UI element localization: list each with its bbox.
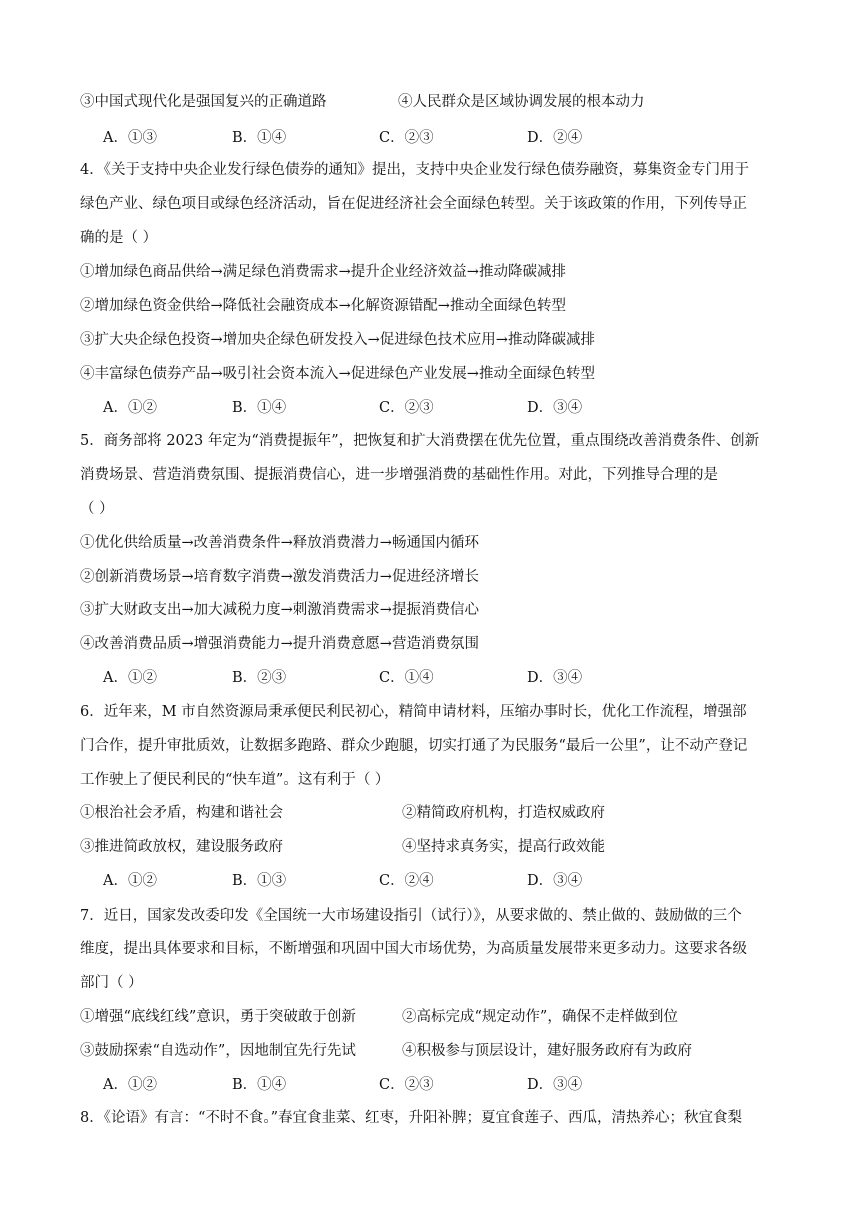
q3-statement-pair-2 (80, 92, 780, 112)
q5-stem-line-3: （ ） (80, 501, 114, 517)
q6-statement-3: ③推进简政放权，建设服务政府 (80, 839, 283, 855)
q4-option-d[interactable]: D．③④ (527, 400, 583, 416)
q6-statement-1: ①根治社会矛盾，构建和谐社会 (80, 805, 283, 821)
q6-stem-line-2: 门合作，提升审批质效，让数据多跑路、群众少跑腿，切实打通了为民服务“最后一公里”，让不动产登记 (80, 738, 748, 754)
q4-statement-1: ①增加绿色商品供给→满足绿色消费需求→提升企业经济效益→推动降碳减排 (80, 264, 566, 280)
q6-option-d[interactable]: D．③④ (527, 873, 583, 889)
q6-statement-4: ④坚持求真务实，提高行政效能 (402, 839, 605, 855)
q7-statement-3: ③鼓励探索“自选动作”，因地制宜先行先试 (80, 1043, 356, 1059)
q4-statement-3: ③扩大央企绿色投资→增加央企绿色研发投入→促进绿色技术应用→推动降碳减排 (80, 332, 595, 348)
q6-stem-line-3: 工作驶上了便民利民的“快车道”。这有利于（ ） (80, 772, 390, 788)
q5-option-c[interactable]: C．①④ (379, 670, 434, 686)
q4-stem-line-2: 绿色产业、绿色项目或绿色经济活动，旨在促进经济社会全面绿色转型。关于该政策的作用，下列传导正 (80, 196, 747, 212)
q7-statement-2: ②高标完成“规定动作”，确保不走样做到位 (402, 1009, 678, 1025)
q7-stem-line-2: 维度，提出具体要求和目标，不断增强和巩固中国大市场优势，为高质量发展带来更多动力。这要求各级 (80, 941, 747, 957)
q5-stem-line-2: 消费场景、营造消费氛围、提振消费信心，进一步增强消费的基础性作用。对此，下列推导合理的是 (80, 467, 718, 483)
q7-statement-pair-2 (80, 1041, 780, 1061)
q6-stem-line-1: 6．近年来，M 市自然资源局秉承便民利民初心，精简申请材料，压缩办事时长，优化工作流程，增强部 (80, 704, 747, 720)
q3-statement-4: ④人民群众是区域协调发展的根本动力 (398, 94, 645, 110)
q6-statement-pair-1 (80, 803, 780, 823)
q7-statement-pair-1 (80, 1007, 780, 1027)
q7-option-d[interactable]: D．③④ (527, 1077, 583, 1093)
q7-statement-4: ④积极参与顶层设计，建好服务政府有为政府 (402, 1043, 692, 1059)
q3-option-a[interactable]: A．①③ (103, 130, 157, 146)
q6-statement-2: ②精简政府机构，打造权威政府 (402, 805, 605, 821)
q7-option-a[interactable]: A．①② (103, 1077, 157, 1093)
q7-statement-1: ①增强“底线红线”意识，勇于突破敢于创新 (80, 1009, 356, 1025)
q6-statement-pair-2 (80, 837, 780, 857)
q5-stem-line-1: 5．商务部将 2023 年定为“消费提振年”，把恢复和扩大消费摆在优先位置，重点围绕改善消费条件、创新 (80, 433, 760, 449)
q6-option-a[interactable]: A．①② (103, 873, 157, 889)
q3-option-b[interactable]: B．①④ (232, 130, 287, 146)
q3-option-d[interactable]: D．②④ (527, 130, 583, 146)
q5-option-d[interactable]: D．③④ (527, 670, 583, 686)
q4-option-b[interactable]: B．①④ (232, 400, 287, 416)
q7-stem-line-1: 7．近日，国家发改委印发《全国统一大市场建设指引（试行）》，从要求做的、禁止做的、鼓励做的三个 (80, 908, 742, 924)
q7-stem-line-3: 部门（ ） (80, 975, 143, 991)
q5-statement-2: ②创新消费场景→培育数字消费→激发消费活力→促进经济增长 (80, 569, 479, 585)
q5-statement-4: ④改善消费品质→增强消费能力→提升消费意愿→营造消费氛围 (80, 636, 479, 652)
q6-option-c[interactable]: C．②④ (379, 873, 434, 889)
q7-option-b[interactable]: B．①④ (232, 1077, 287, 1093)
q5-option-b[interactable]: B．②③ (232, 670, 287, 686)
q5-statement-1: ①优化供给质量→改善消费条件→释放消费潜力→畅通国内循环 (80, 535, 479, 551)
q4-statement-2: ②增加绿色资金供给→降低社会融资成本→化解资源错配→推动全面绿色转型 (80, 298, 566, 314)
q6-option-b[interactable]: B．①③ (232, 873, 287, 889)
q8-stem-line-1: 8．《论语》有言：“不时不食。”春宜食韭菜、红枣，升阳补脾；夏宜食莲子、西瓜，清热养心；秋宜食梨 (80, 1110, 743, 1126)
q4-option-c[interactable]: C．②③ (379, 400, 434, 416)
q7-option-c[interactable]: C．②③ (379, 1077, 434, 1093)
q4-stem-line-1: 4．《关于支持中央企业发行绿色债券的通知》提出，支持中央企业发行绿色债券融资，募集资金专门用于 (80, 162, 749, 178)
q3-option-c[interactable]: C．②③ (379, 130, 434, 146)
q3-statement-3: ③中国式现代化是强国复兴的正确道路 (80, 94, 327, 110)
q4-option-a[interactable]: A．①② (103, 400, 157, 416)
q5-option-a[interactable]: A．①② (103, 670, 157, 686)
q4-stem-line-3: 确的是（ ） (80, 230, 158, 246)
q4-statement-4: ④丰富绿色债券产品→吸引社会资本流入→促进绿色产业发展→推动全面绿色转型 (80, 366, 595, 382)
q5-statement-3: ③扩大财政支出→加大减税力度→刺激消费需求→提振消费信心 (80, 602, 479, 618)
